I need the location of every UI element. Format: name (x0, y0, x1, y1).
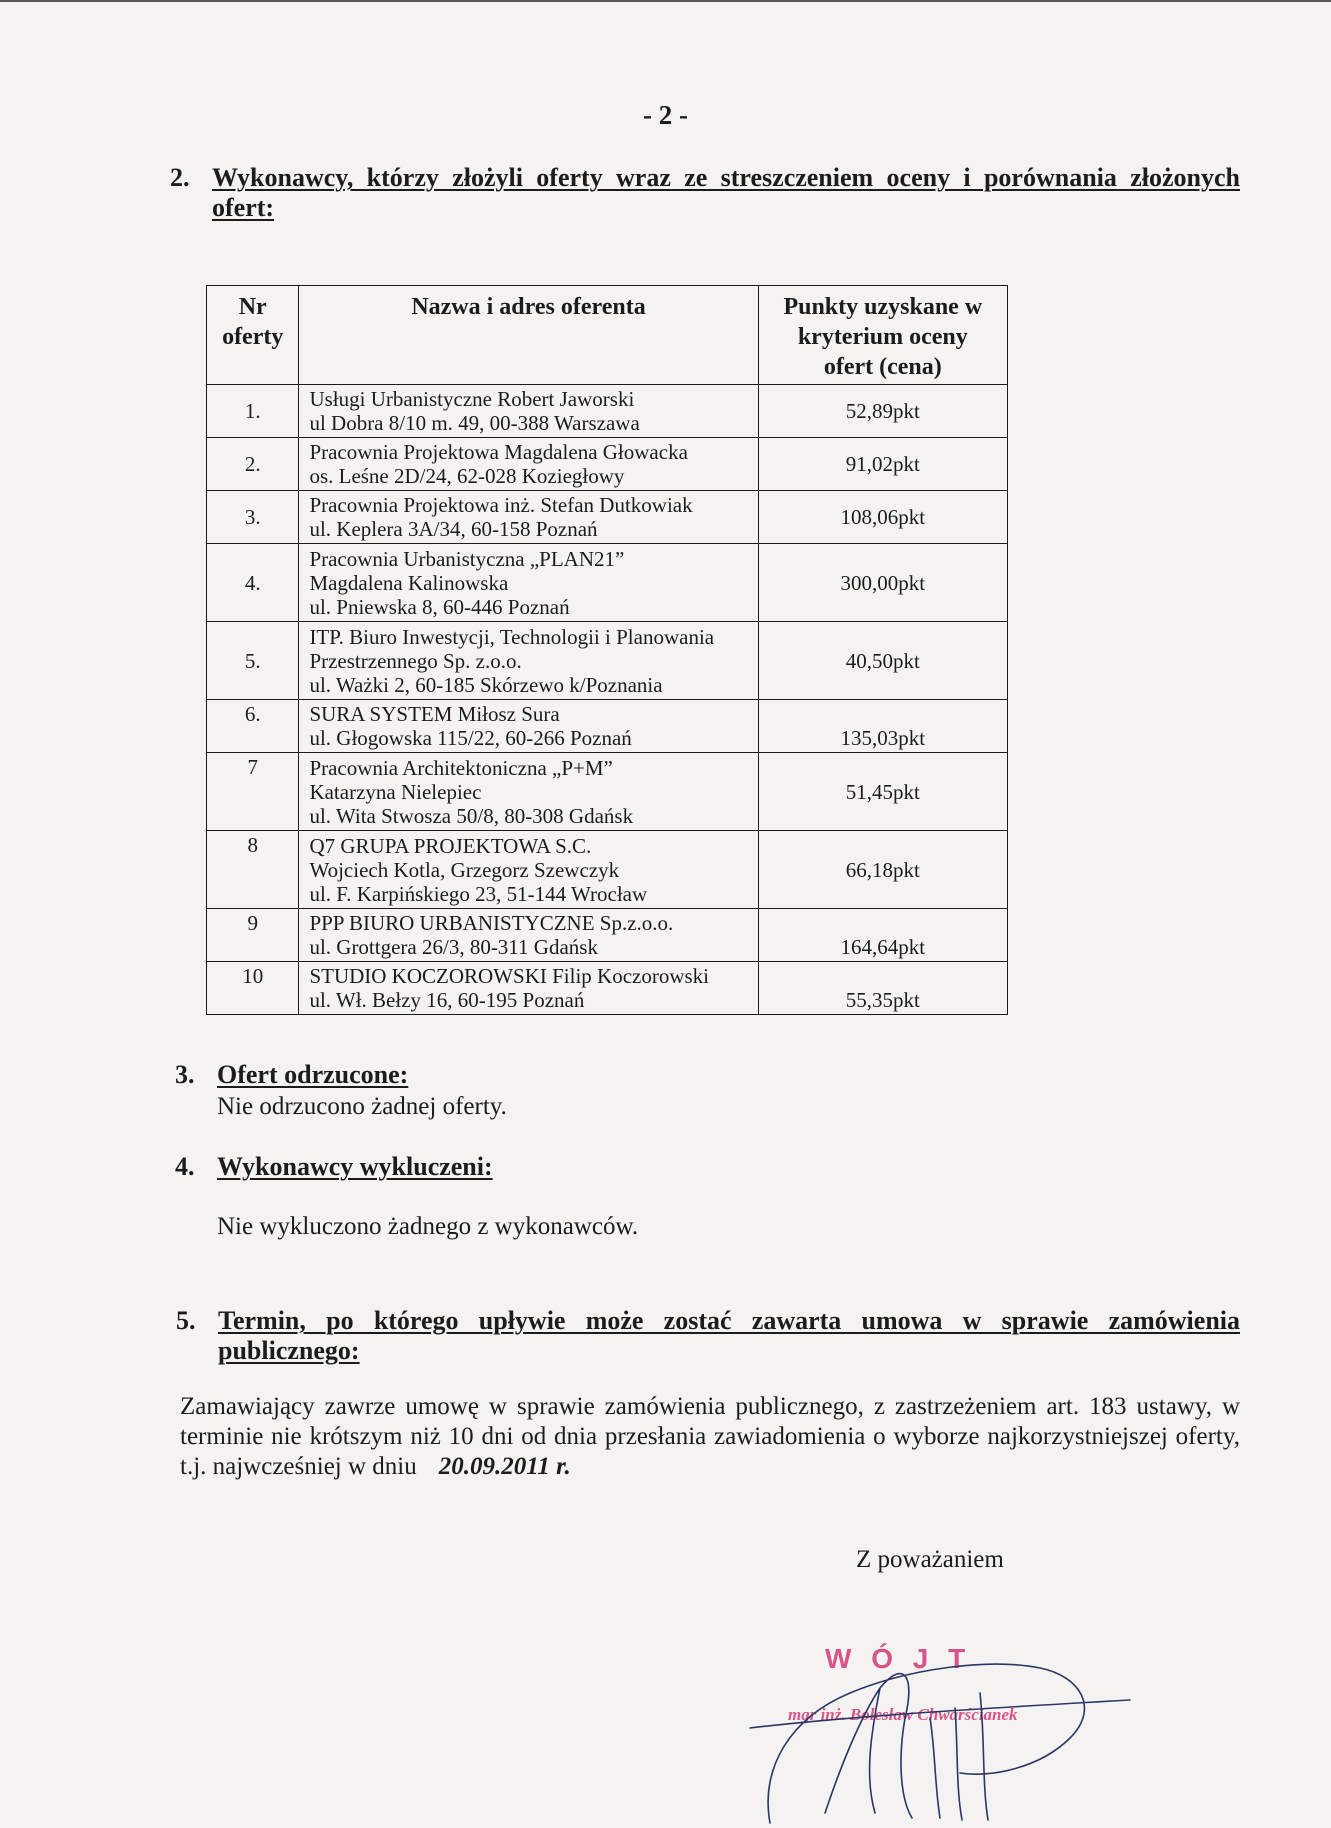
section-3 (175, 1060, 1245, 1122)
row-points: 91,02pkt (758, 438, 1007, 491)
closing-regards: Z poważaniem (856, 1546, 1004, 1573)
row-nr: 1. (207, 385, 299, 438)
section-4-heading (175, 1152, 1245, 1182)
stamp-title: W Ó J T (825, 1643, 972, 1674)
row-points: 55,35pkt (758, 962, 1007, 1015)
table-row (207, 491, 1008, 544)
row-nr: 7 (207, 753, 299, 831)
row-nr: 6. (207, 700, 299, 753)
section-5 (176, 1306, 1240, 1366)
table-row (207, 544, 1008, 622)
row-nr: 5. (207, 622, 299, 700)
table-row (207, 700, 1008, 753)
row-name: ITP. Biuro Inwestycji, Technologii i Planowania Przestrzennego Sp. z.o.o. ul. Ważki 2, 60-185 Skórzewo k/Poznania (299, 622, 758, 700)
section-4-body: Nie wykluczono żadnego z wykonawców. (217, 1213, 639, 1240)
section-3-number: 3. (175, 1060, 195, 1089)
header-name: Nazwa i adres oferenta (299, 286, 758, 385)
section-3-heading (175, 1060, 1245, 1090)
closing-paragraph (180, 1392, 1240, 1482)
section-4 (175, 1152, 1245, 1242)
row-points: 66,18pkt (758, 831, 1007, 909)
row-points: 164,64pkt (758, 909, 1007, 962)
table-row (207, 962, 1008, 1015)
section-5-number: 5. (176, 1306, 196, 1335)
header-points: Punkty uzyskane w kryterium oceny ofert (cena) (758, 286, 1007, 385)
row-name: Pracownia Architektoniczna „P+M” Katarzyna Nielepiec ul. Wita Stwosza 50/8, 80-308 Gdańsk (299, 753, 758, 831)
row-nr: 3. (207, 491, 299, 544)
header-nr: Nr oferty (207, 286, 299, 385)
section-4-title: Wykonawcy wykluczeni: (217, 1152, 493, 1181)
section-2-title: Wykonawcy, którzy złożyli oferty wraz ze streszczeniem oceny i porównania złożonych ofert: (212, 163, 1240, 222)
page-number: - 2 - (643, 100, 688, 130)
table-row (207, 438, 1008, 491)
row-name: PPP BIURO URBANISTYCZNE Sp.z.o.o. ul. Grottgera 26/3, 80-311 Gdańsk (299, 909, 758, 962)
table-header-row (207, 286, 1008, 385)
row-name: Pracownia Projektowa inż. Stefan Dutkowiak ul. Keplera 3A/34, 60-158 Poznań (299, 491, 758, 544)
section-5-title: Termin, po którego upływie może zostać zawarta umowa w sprawie zamówienia publicznego: (218, 1306, 1240, 1365)
table-row (207, 909, 1008, 962)
stamp-name: mgr inż. Bolesław Chwarścianek (788, 1705, 1018, 1724)
contract-date: 20.09.2011 r. (438, 1453, 571, 1480)
table-row (207, 831, 1008, 909)
row-name: Pracownia Urbanistyczna „PLAN21” Magdalena Kalinowska ul. Pniewska 8, 60-446 Poznań (299, 544, 758, 622)
row-points: 108,06pkt (758, 491, 1007, 544)
section-3-body: Nie odrzucono żadnej oferty. (217, 1093, 507, 1120)
row-nr: 2. (207, 438, 299, 491)
row-points: 51,45pkt (758, 753, 1007, 831)
row-nr: 10 (207, 962, 299, 1015)
offers-table (206, 285, 1008, 1015)
section-2-number: 2. (170, 163, 190, 192)
signature-stamp (730, 1598, 1150, 1828)
section-3-title: Ofert odrzucone: (217, 1060, 409, 1089)
row-points: 300,00pkt (758, 544, 1007, 622)
table-row (207, 622, 1008, 700)
section-4-number: 4. (175, 1152, 195, 1181)
section-2-heading (170, 163, 1240, 223)
row-name: Q7 GRUPA PROJEKTOWA S.C. Wojciech Kotla, Grzegorz Szewczyk ul. F. Karpińskiego 23, 51-144 Wrocław (299, 831, 758, 909)
signature-scribble (750, 1664, 1130, 1823)
row-points: 52,89pkt (758, 385, 1007, 438)
scan-top-edge (0, 0, 1331, 2)
row-name: Pracownia Projektowa Magdalena Głowacka os. Leśne 2D/24, 62-028 Koziegłowy (299, 438, 758, 491)
row-name: STUDIO KOCZOROWSKI Filip Koczorowski ul. Wł. Bełzy 16, 60-195 Poznań (299, 962, 758, 1015)
section-2 (170, 163, 1240, 223)
row-points: 135,03pkt (758, 700, 1007, 753)
row-name: Usługi Urbanistyczne Robert Jaworski ul Dobra 8/10 m. 49, 00-388 Warszawa (299, 385, 758, 438)
closing-text: Zamawiający zawrze umowę w sprawie zamówienia publicznego, z zastrzeżeniem art. 183 ustawy, w terminie nie krótszym niż 10 dni od dnia przesłania zawiadomienia o wyborze najkorzystniejszej oferty, t.j. najwcześniej w dniu (180, 1393, 1240, 1480)
row-nr: 4. (207, 544, 299, 622)
section-5-heading (176, 1306, 1240, 1366)
row-nr: 8 (207, 831, 299, 909)
row-points: 40,50pkt (758, 622, 1007, 700)
table-row (207, 753, 1008, 831)
row-name: SURA SYSTEM Miłosz Sura ul. Głogowska 115/22, 60-266 Poznań (299, 700, 758, 753)
table-row (207, 385, 1008, 438)
row-nr: 9 (207, 909, 299, 962)
